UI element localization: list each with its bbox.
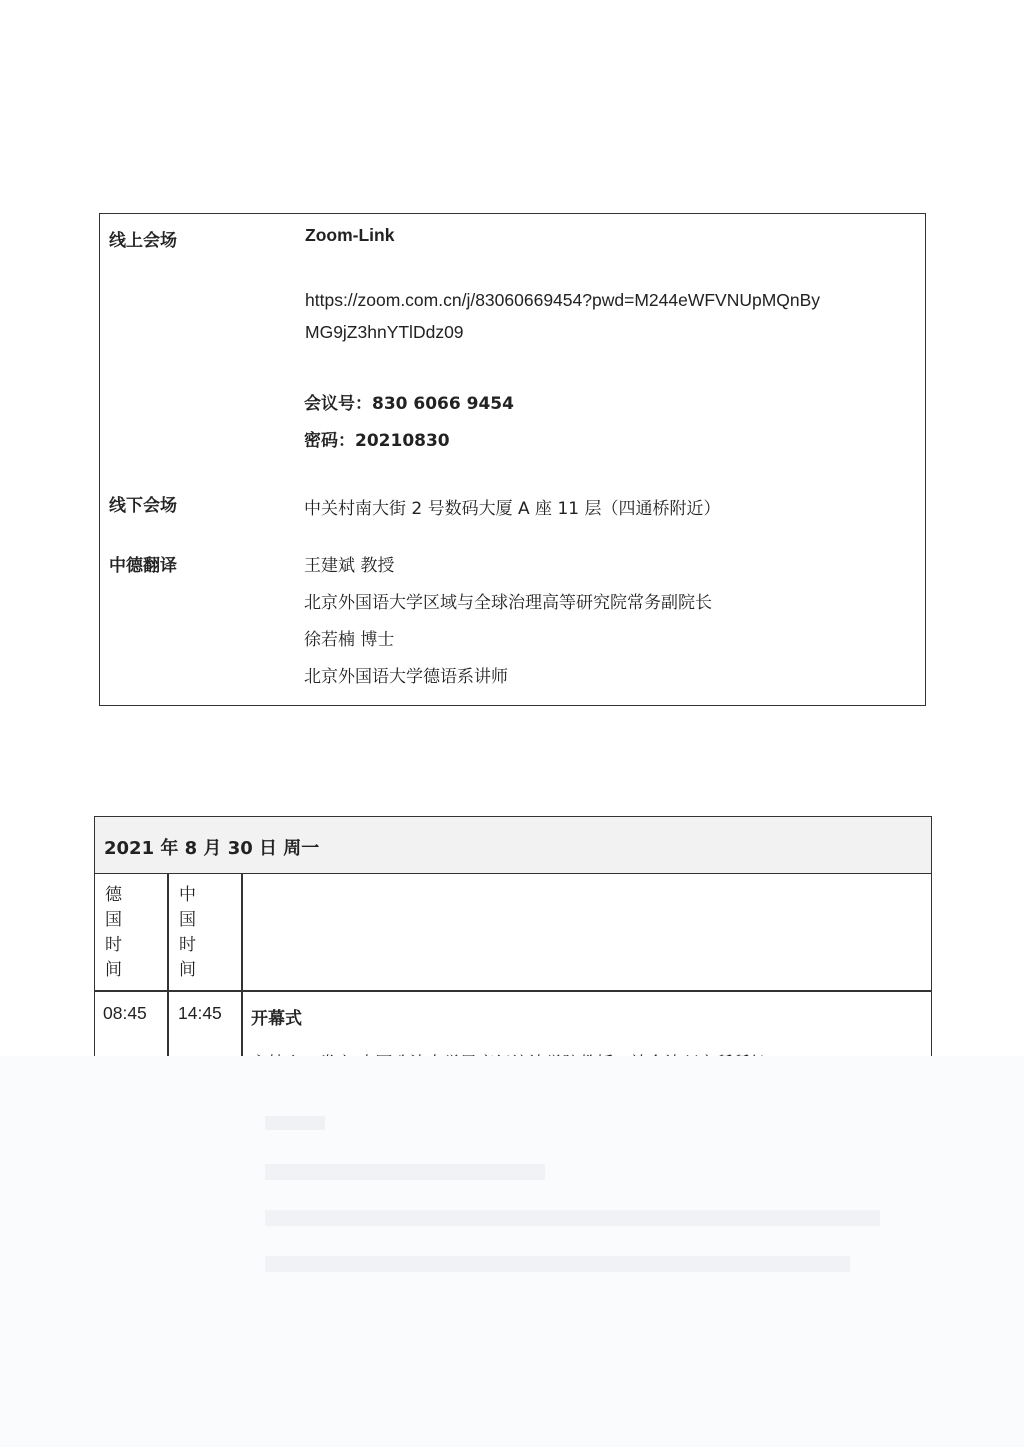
- row-de-time: 08:45: [103, 1003, 147, 1023]
- offline-venue-address: 中关村南大街 2 号数码大厦 A 座 11 层（四通桥附近）: [304, 499, 721, 519]
- row-cn-time: 14:45: [178, 1003, 222, 1023]
- schedule-date: 2021 年 8 月 30 日 周一: [104, 838, 320, 859]
- zoom-link-label: Zoom-Link: [305, 225, 395, 245]
- meeting-id-label: 会议号：: [304, 394, 372, 414]
- faded-text-block: [265, 1256, 850, 1272]
- col-header-char: 时: [179, 935, 196, 955]
- translator-1-title: 北京外国语大学区域与全球治理高等研究院常务副院长: [304, 593, 712, 613]
- faded-text-block: [265, 1164, 545, 1180]
- row-divider-1: [95, 990, 931, 992]
- online-venue-label: 线上会场: [109, 231, 177, 251]
- col-header-germany-time: [105, 883, 125, 983]
- password-value: 20210830: [355, 431, 450, 451]
- faded-text-block: [265, 1210, 880, 1226]
- col-header-char: 时: [105, 935, 122, 955]
- col-header-char: 国: [179, 910, 196, 930]
- col-header-china-time: [179, 883, 199, 983]
- translator-2-title: 北京外国语大学德语系讲师: [304, 667, 508, 687]
- zoom-url-line2[interactable]: MG9jZ3hnYTlDdz09: [305, 322, 464, 342]
- row-session-title: 开幕式: [251, 1009, 302, 1029]
- meeting-id-row: [304, 389, 514, 414]
- translator-2-name: 徐若楠 博士: [304, 630, 395, 650]
- schedule-date-header: [95, 817, 931, 874]
- password-label: 密码：: [304, 431, 355, 451]
- offline-venue-label: 线下会场: [109, 496, 177, 516]
- faded-region: [0, 1056, 1024, 1447]
- col-header-char: 德: [105, 885, 122, 905]
- col-header-char: 中: [179, 885, 196, 905]
- col-header-char: 间: [105, 960, 122, 980]
- faded-text-block: [265, 1116, 325, 1130]
- translation-label: 中德翻译: [109, 556, 177, 576]
- venue-info-box: [99, 213, 926, 706]
- col-header-char: 国: [105, 910, 122, 930]
- password-row: [304, 426, 450, 451]
- meeting-id-value: 830 6066 9454: [372, 394, 514, 414]
- col-header-char: 间: [179, 960, 196, 980]
- zoom-url-line1[interactable]: https://zoom.com.cn/j/83060669454?pwd=M244eWFVNUpMQnBy: [305, 290, 821, 310]
- translator-1-name: 王建斌 教授: [304, 556, 395, 576]
